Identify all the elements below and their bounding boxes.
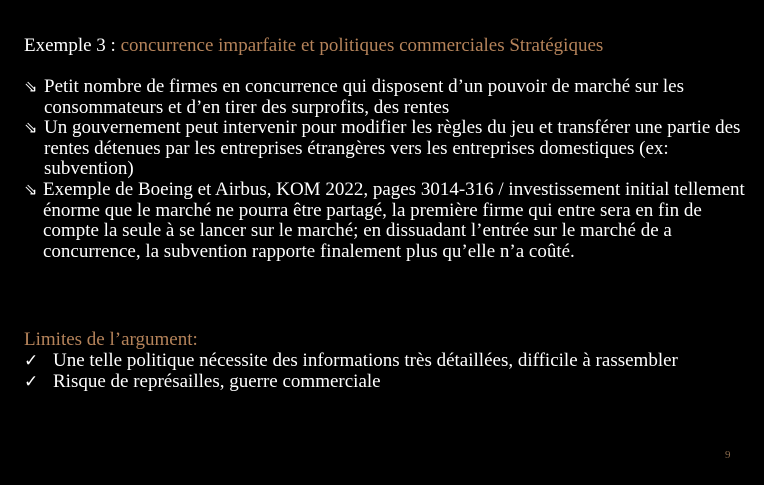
arrow-bullet-icon: ⇘ (24, 118, 38, 138)
example-topic: concurrence imparfaite et politiques commerciales Stratégiques (120, 35, 604, 56)
bullet-text: Petit nombre de firmes en concurrence qui disposent d’un pouvoir de marché sur les consommateurs et d’en tirer des surprofits, des rentes (44, 76, 685, 118)
page-number: 9 (725, 449, 731, 461)
list-item (24, 372, 724, 393)
checkmark-icon: ✓ (24, 371, 39, 392)
list-item (24, 351, 724, 372)
list-item (24, 118, 760, 180)
limits-heading: Limites de l’argument: (24, 329, 198, 350)
list-item (24, 77, 760, 118)
limit-text: Risque de représailles, guerre commerciale (53, 370, 381, 392)
example-prefix: Exemple 3 : (24, 35, 121, 56)
checkmark-icon: ✓ (24, 351, 39, 371)
limit-text: Une telle politique nécessite des informations très détaillées, difficile à rassembler (53, 350, 678, 371)
arrow-bullet-icon: ⇘ (24, 179, 38, 199)
bullet-text: Exemple de Boeing et Airbus, KOM 2022, pages 3014-316 / investissement initial tellement énorme que le marché ne pourra être partagé, la première firme qui entre sera en fin de compte la seule à se lancer sur le marché; en dissuadant l’entrée sur le marché de a concurrence, la subvention rapporte finalement plus qu’elle n’a coûté. (43, 178, 745, 262)
arrow-bullet-icon: ⇘ (24, 77, 38, 96)
argument-list (24, 77, 760, 262)
bullet-text: Un gouvernement peut intervenir pour modifier les règles du jeu et transférer une partie des rentes détenues par les entreprises étrangères vers les entreprises domestiques (ex: subvention) (44, 117, 741, 180)
list-item (24, 180, 760, 262)
example-heading (24, 34, 603, 58)
limits-list (24, 351, 724, 392)
